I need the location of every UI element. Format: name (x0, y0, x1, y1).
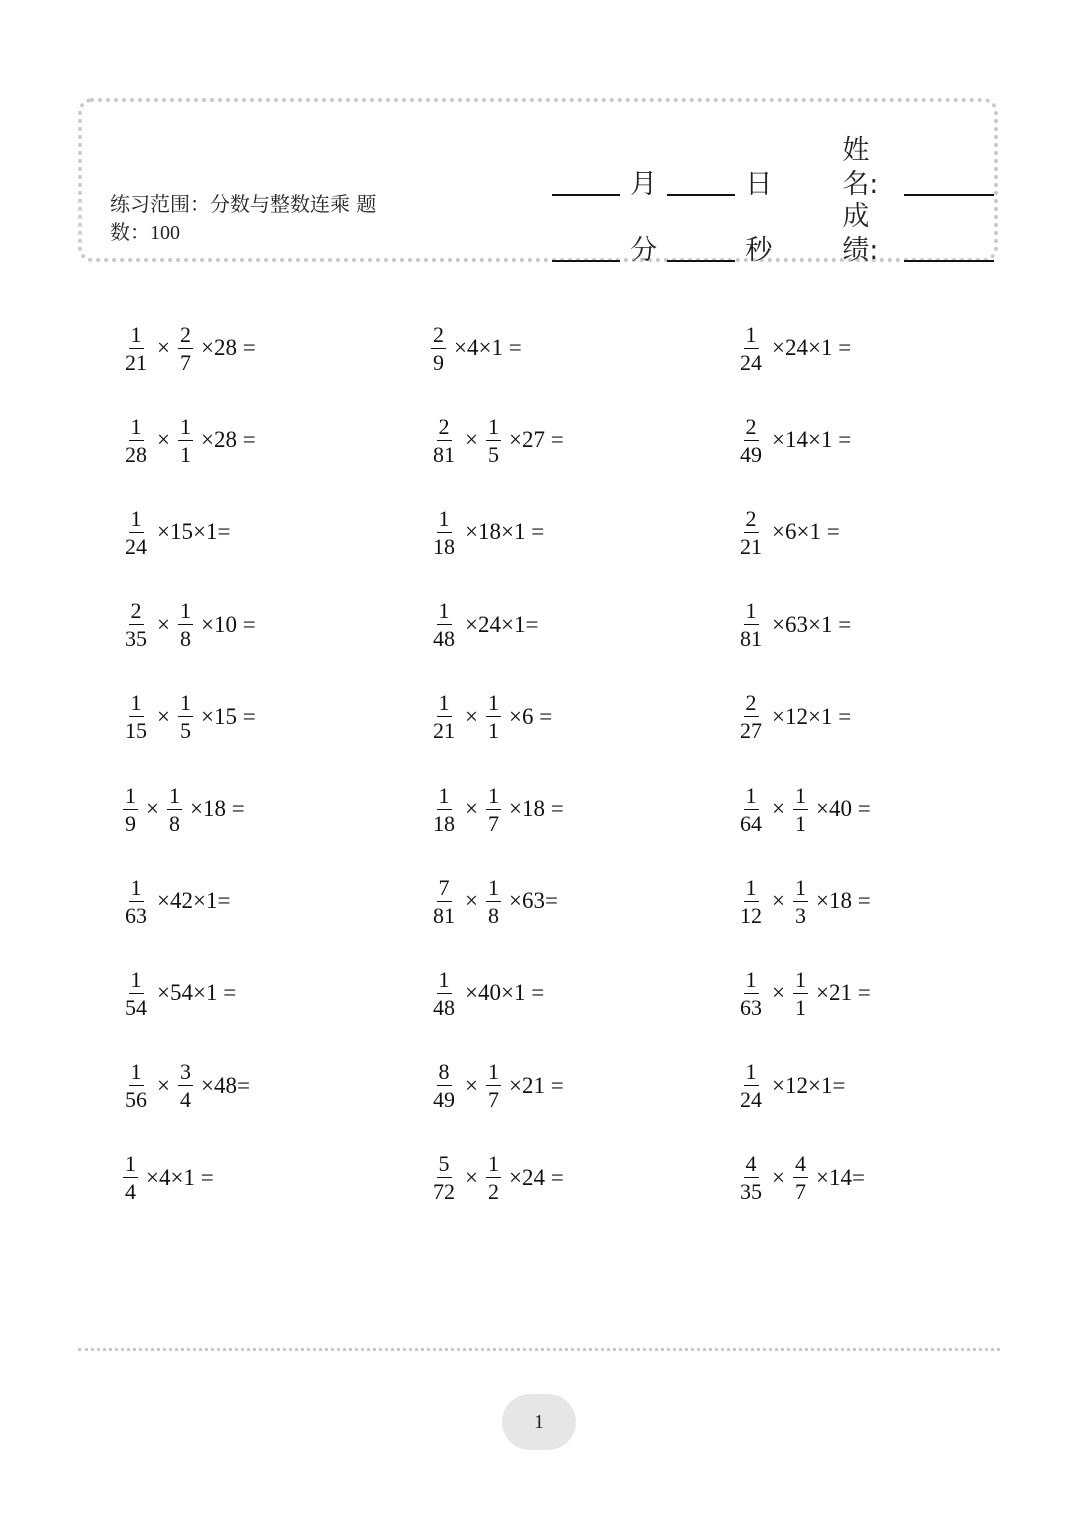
problem-tail: ×63= (508, 888, 558, 914)
problem-tail: ×54×1 = (157, 980, 237, 1006)
fraction (738, 1059, 764, 1112)
problem-item (735, 1053, 845, 1119)
problem-item (428, 1145, 564, 1211)
denominator: 3 (794, 902, 806, 928)
numerator: 1 (487, 413, 499, 439)
header-box (78, 98, 998, 266)
numerator: 1 (130, 321, 142, 347)
numerator: 1 (179, 690, 191, 716)
fraction (123, 598, 149, 651)
times-operator: × (465, 1072, 478, 1098)
denominator: 18 (433, 810, 455, 836)
fraction (178, 414, 193, 467)
denominator: 1 (794, 810, 806, 836)
numerator: 2 (433, 321, 444, 347)
denominator: 72 (433, 1179, 455, 1205)
numerator: 1 (130, 413, 142, 439)
practice-scope (110, 190, 420, 247)
problem-tail: ×4×1 = (454, 335, 522, 360)
numerator: 1 (487, 874, 499, 900)
month-blank[interactable] (552, 194, 620, 196)
numerator: 4 (745, 1151, 757, 1177)
problem-item (428, 960, 544, 1026)
numerator: 1 (125, 782, 136, 808)
fraction (486, 875, 501, 928)
fraction (738, 875, 764, 928)
denominator: 1 (794, 994, 806, 1020)
denominator: 56 (125, 1087, 147, 1113)
problem-tail: ×42×1= (157, 888, 231, 914)
fraction (123, 967, 149, 1020)
problem-tail: ×12×1= (772, 1072, 846, 1098)
times-operator: × (157, 1072, 170, 1098)
problem-item (120, 407, 256, 473)
times-operator: × (772, 888, 785, 914)
problem-item (120, 960, 236, 1026)
denominator: 2 (487, 1179, 499, 1205)
problem-item (735, 592, 851, 658)
denominator: 4 (125, 1179, 136, 1205)
times-operator: × (157, 703, 170, 729)
numerator: 3 (179, 1059, 191, 1085)
numerator: 1 (438, 966, 450, 992)
problem-tail: ×15×1= (157, 519, 231, 545)
numerator: 2 (438, 413, 450, 439)
problem-item (428, 1053, 564, 1119)
fraction (738, 414, 764, 467)
numerator: 1 (487, 1059, 499, 1085)
numerator: 5 (438, 1151, 450, 1177)
fraction (431, 506, 457, 559)
numerator: 4 (794, 1151, 806, 1177)
problem-item (735, 499, 840, 565)
numerator: 1 (130, 874, 142, 900)
times-operator: × (157, 427, 170, 453)
denominator: 63 (740, 994, 762, 1020)
problem-item (735, 1145, 865, 1211)
denominator: 8 (168, 810, 180, 836)
problem-tail: ×28 = (200, 427, 256, 453)
numerator: 2 (130, 598, 142, 624)
times-operator: × (465, 1164, 478, 1190)
denominator: 12 (740, 902, 762, 928)
fraction (431, 322, 446, 375)
denominator: 35 (740, 1179, 762, 1205)
denominator: 81 (433, 902, 455, 928)
numerator: 1 (745, 598, 757, 624)
denominator: 4 (179, 1087, 191, 1113)
problem-item (120, 592, 256, 658)
numerator: 1 (168, 782, 180, 808)
numerator: 1 (487, 690, 499, 716)
numerator: 1 (438, 690, 450, 716)
problem-item (120, 684, 256, 750)
fraction (738, 598, 764, 651)
problem-item (120, 776, 245, 842)
scope-count-value: 100 (150, 222, 180, 244)
problem-item (428, 592, 538, 658)
problem-tail: ×27 = (508, 427, 564, 453)
numerator: 1 (130, 966, 142, 992)
problem-tail: ×14×1 = (772, 427, 852, 453)
denominator: 81 (740, 626, 762, 652)
problem-tail: ×18×1 = (465, 519, 545, 545)
times-operator: × (465, 703, 478, 729)
numerator: 1 (179, 598, 191, 624)
denominator: 24 (740, 1087, 762, 1113)
numerator: 1 (794, 874, 806, 900)
fraction (123, 1151, 138, 1204)
denominator: 7 (487, 1087, 499, 1113)
numerator: 1 (794, 782, 806, 808)
problem-item (735, 776, 871, 842)
score-blank[interactable] (904, 260, 994, 262)
numerator: 1 (745, 966, 757, 992)
problem-tail: ×40 = (815, 796, 871, 821)
minute-label: 分 (630, 235, 658, 266)
problem-item (735, 960, 871, 1026)
numerator: 1 (487, 1151, 499, 1177)
denominator: 15 (125, 718, 147, 744)
denominator: 5 (487, 441, 499, 467)
problem-tail: ×18 = (815, 888, 871, 914)
denominator: 49 (740, 441, 762, 467)
denominator: 9 (125, 810, 136, 836)
minute-blank[interactable] (552, 260, 620, 262)
denominator: 8 (179, 626, 191, 652)
numerator: 1 (130, 690, 142, 716)
second-label: 秒 (745, 235, 773, 266)
numerator: 1 (745, 321, 757, 347)
fraction (431, 414, 457, 467)
problem-tail: ×18 = (189, 796, 245, 821)
problem-tail: ×6×1 = (772, 519, 840, 545)
denominator: 1 (487, 718, 499, 744)
numerator: 1 (125, 1151, 136, 1177)
fraction (123, 690, 149, 743)
fraction (123, 1059, 149, 1112)
denominator: 28 (125, 441, 147, 467)
problem-item (120, 1053, 250, 1119)
score-label: 成绩: (842, 201, 879, 266)
fraction (486, 414, 501, 467)
second-blank[interactable] (667, 260, 735, 262)
fraction (123, 414, 149, 467)
times-operator: × (157, 611, 170, 637)
numerator: 1 (130, 505, 142, 531)
numerator: 8 (438, 1059, 450, 1085)
name-blank[interactable] (904, 194, 994, 196)
problem-item (428, 684, 552, 750)
numerator: 7 (438, 874, 450, 900)
numerator: 2 (745, 690, 757, 716)
problem-item (120, 1145, 214, 1211)
denominator: 24 (740, 349, 762, 375)
problem-tail: ×24×1 = (772, 335, 852, 360)
problem-tail: ×4×1 = (146, 1164, 214, 1190)
denominator: 54 (125, 994, 147, 1020)
problem-item (428, 868, 558, 934)
denominator: 48 (433, 626, 455, 652)
denominator: 21 (740, 533, 762, 559)
problem-tail: ×15 = (200, 703, 256, 729)
denominator: 18 (433, 533, 455, 559)
problem-tail: ×18 = (508, 796, 564, 821)
fraction (431, 598, 457, 651)
problem-item (735, 315, 851, 381)
day-blank[interactable] (667, 194, 735, 196)
numerator: 2 (745, 413, 757, 439)
numerator: 1 (487, 782, 499, 808)
fraction (431, 690, 457, 743)
fraction (178, 598, 193, 651)
denominator: 1 (179, 441, 191, 467)
times-operator: × (465, 427, 478, 453)
fraction (486, 1059, 501, 1112)
numerator: 1 (438, 505, 450, 531)
problem-tail: ×48= (200, 1072, 250, 1098)
denominator: 49 (433, 1087, 455, 1113)
fraction (486, 1151, 501, 1204)
problem-tail: ×14= (815, 1164, 865, 1190)
month-label: 月 (630, 169, 658, 200)
fraction (738, 967, 764, 1020)
numerator: 1 (745, 874, 757, 900)
numerator: 2 (179, 321, 191, 347)
times-operator: × (465, 888, 478, 914)
denominator: 35 (125, 626, 147, 652)
fraction (793, 783, 808, 836)
name-label: 姓名: (842, 135, 879, 200)
fraction (486, 783, 501, 836)
scope-line1: 练习范围：分数与整数连乘 题 (110, 192, 377, 216)
denominator: 64 (740, 810, 762, 836)
fraction (123, 875, 149, 928)
fraction (178, 690, 193, 743)
problem-item (120, 315, 256, 381)
fraction (793, 967, 808, 1020)
times-operator: × (157, 335, 170, 360)
problem-tail: ×63×1 = (772, 611, 852, 637)
fraction (738, 1151, 764, 1204)
problem-item (120, 868, 230, 934)
numerator: 1 (794, 966, 806, 992)
times-operator: × (146, 796, 159, 821)
denominator: 21 (125, 349, 147, 375)
fraction (486, 690, 501, 743)
numerator: 2 (745, 505, 757, 531)
denominator: 81 (433, 441, 455, 467)
numerator: 1 (438, 782, 450, 808)
problem-item (428, 315, 522, 381)
fraction (123, 506, 149, 559)
fraction (431, 967, 457, 1020)
problem-tail: ×6 = (508, 703, 553, 729)
numerator: 1 (745, 782, 757, 808)
problem-tail: ×21 = (508, 1072, 564, 1098)
denominator: 7 (794, 1179, 806, 1205)
problem-item (428, 776, 564, 842)
fraction (738, 506, 764, 559)
times-operator: × (772, 1164, 785, 1190)
problem-tail: ×21 = (815, 980, 871, 1006)
day-label: 日 (745, 169, 773, 200)
times-operator: × (772, 980, 785, 1006)
fraction (793, 1151, 808, 1204)
problem-tail: ×12×1 = (772, 703, 852, 729)
denominator: 9 (433, 349, 444, 375)
denominator: 48 (433, 994, 455, 1020)
problem-item (120, 499, 230, 565)
times-operator: × (465, 796, 478, 821)
fraction (431, 875, 457, 928)
fraction (431, 1151, 457, 1204)
problem-tail: ×24 = (508, 1164, 564, 1190)
problem-item (428, 407, 564, 473)
problem-item (428, 499, 544, 565)
page-number: 1 (502, 1394, 576, 1450)
footer-divider (78, 1348, 1000, 1351)
problem-item (735, 407, 851, 473)
fraction (178, 322, 193, 375)
fraction (123, 322, 149, 375)
time-score-row (552, 200, 994, 268)
denominator: 5 (179, 718, 191, 744)
fraction (431, 1059, 457, 1112)
numerator: 1 (745, 1059, 757, 1085)
numerator: 1 (438, 598, 450, 624)
denominator: 7 (179, 349, 191, 375)
fraction (738, 783, 764, 836)
problem-item (735, 868, 871, 934)
denominator: 63 (125, 902, 147, 928)
denominator: 21 (433, 718, 455, 744)
fraction (431, 783, 457, 836)
fraction (738, 322, 764, 375)
fraction (793, 875, 808, 928)
fraction (178, 1059, 193, 1112)
problem-tail: ×10 = (200, 611, 256, 637)
date-name-row (552, 134, 994, 202)
numerator: 1 (179, 413, 191, 439)
times-operator: × (772, 796, 785, 821)
fraction (738, 690, 764, 743)
problem-tail: ×24×1= (465, 611, 539, 637)
problem-item (735, 684, 851, 750)
denominator: 24 (125, 533, 147, 559)
problem-tail: ×28 = (200, 335, 256, 360)
denominator: 27 (740, 718, 762, 744)
fraction (167, 783, 182, 836)
scope-count-label: 数： (110, 220, 150, 244)
denominator: 8 (487, 902, 499, 928)
numerator: 1 (130, 1059, 142, 1085)
problem-tail: ×40×1 = (465, 980, 545, 1006)
denominator: 7 (487, 810, 499, 836)
fraction (123, 783, 138, 836)
